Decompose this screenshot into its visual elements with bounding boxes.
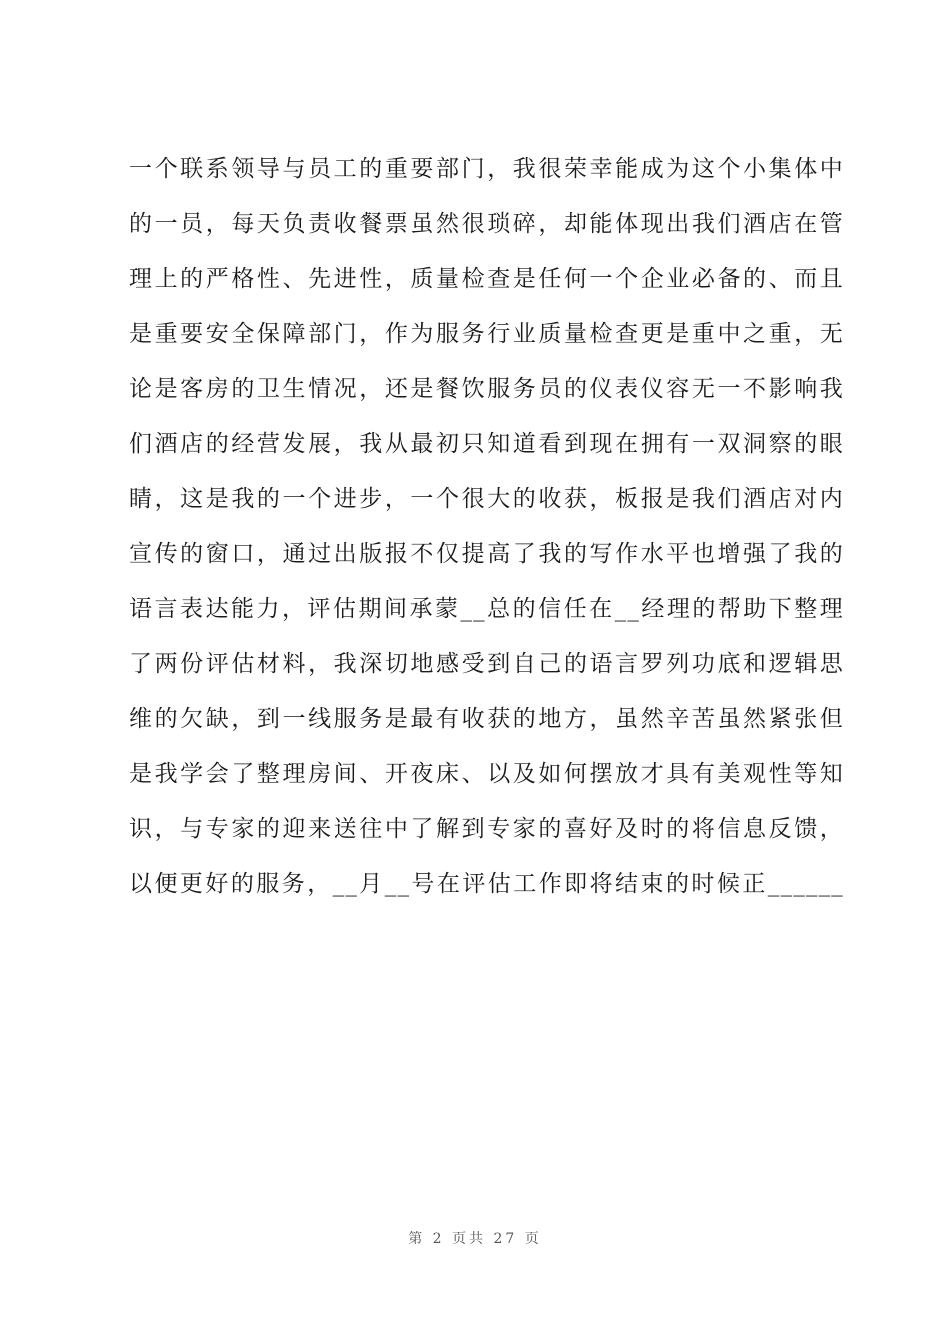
text-line: 的一员，每天负责收餐票虽然很琐碎，却能体现出我们酒店在管 xyxy=(129,211,844,237)
text-line: 是重要安全保障部门，作为服务行业质量检查更是重中之重，无 xyxy=(129,321,844,347)
text-line: 一个联系领导与员工的重要部门，我很荣幸能成为这个小集体中 xyxy=(129,156,844,182)
text-line: 论是客房的卫生情况，还是餐饮服务员的仪表仪容无一不影响我 xyxy=(129,376,844,402)
text-line: 们酒店的经营发展，我从最初只知道看到现在拥有一双洞察的眼 xyxy=(129,431,844,457)
text-line: 维的欠缺，到一线服务是最有收获的地方，虽然辛苦虽然紧张但 xyxy=(129,706,844,732)
text-line: 宣传的窗口，通过出版报不仅提高了我的写作水平也增强了我的 xyxy=(129,541,844,567)
body-paragraph xyxy=(129,156,844,912)
page-number-footer: 第 2 页共 27 页 xyxy=(408,1231,542,1247)
text-line: 是我学会了整理房间、开夜床、以及如何摆放才具有美观性等知 xyxy=(129,761,844,787)
text-line: 睛，这是我的一个进步，一个很大的收获，板报是我们酒店对内 xyxy=(129,486,844,512)
text-line: 了两份评估材料，我深切地感受到自己的语言罗列功底和逻辑思 xyxy=(129,651,844,677)
text-line: 以便更好的服务，__月__号在评估工作即将结束的时候正______ xyxy=(129,871,844,897)
text-line: 理上的严格性、先进性，质量检查是任何一个企业必备的、而且 xyxy=(129,266,844,292)
text-line: 识，与专家的迎来送往中了解到专家的喜好及时的将信息反馈， xyxy=(129,816,844,842)
text-line: 语言表达能力，评估期间承蒙__总的信任在__经理的帮助下整理 xyxy=(129,596,844,622)
